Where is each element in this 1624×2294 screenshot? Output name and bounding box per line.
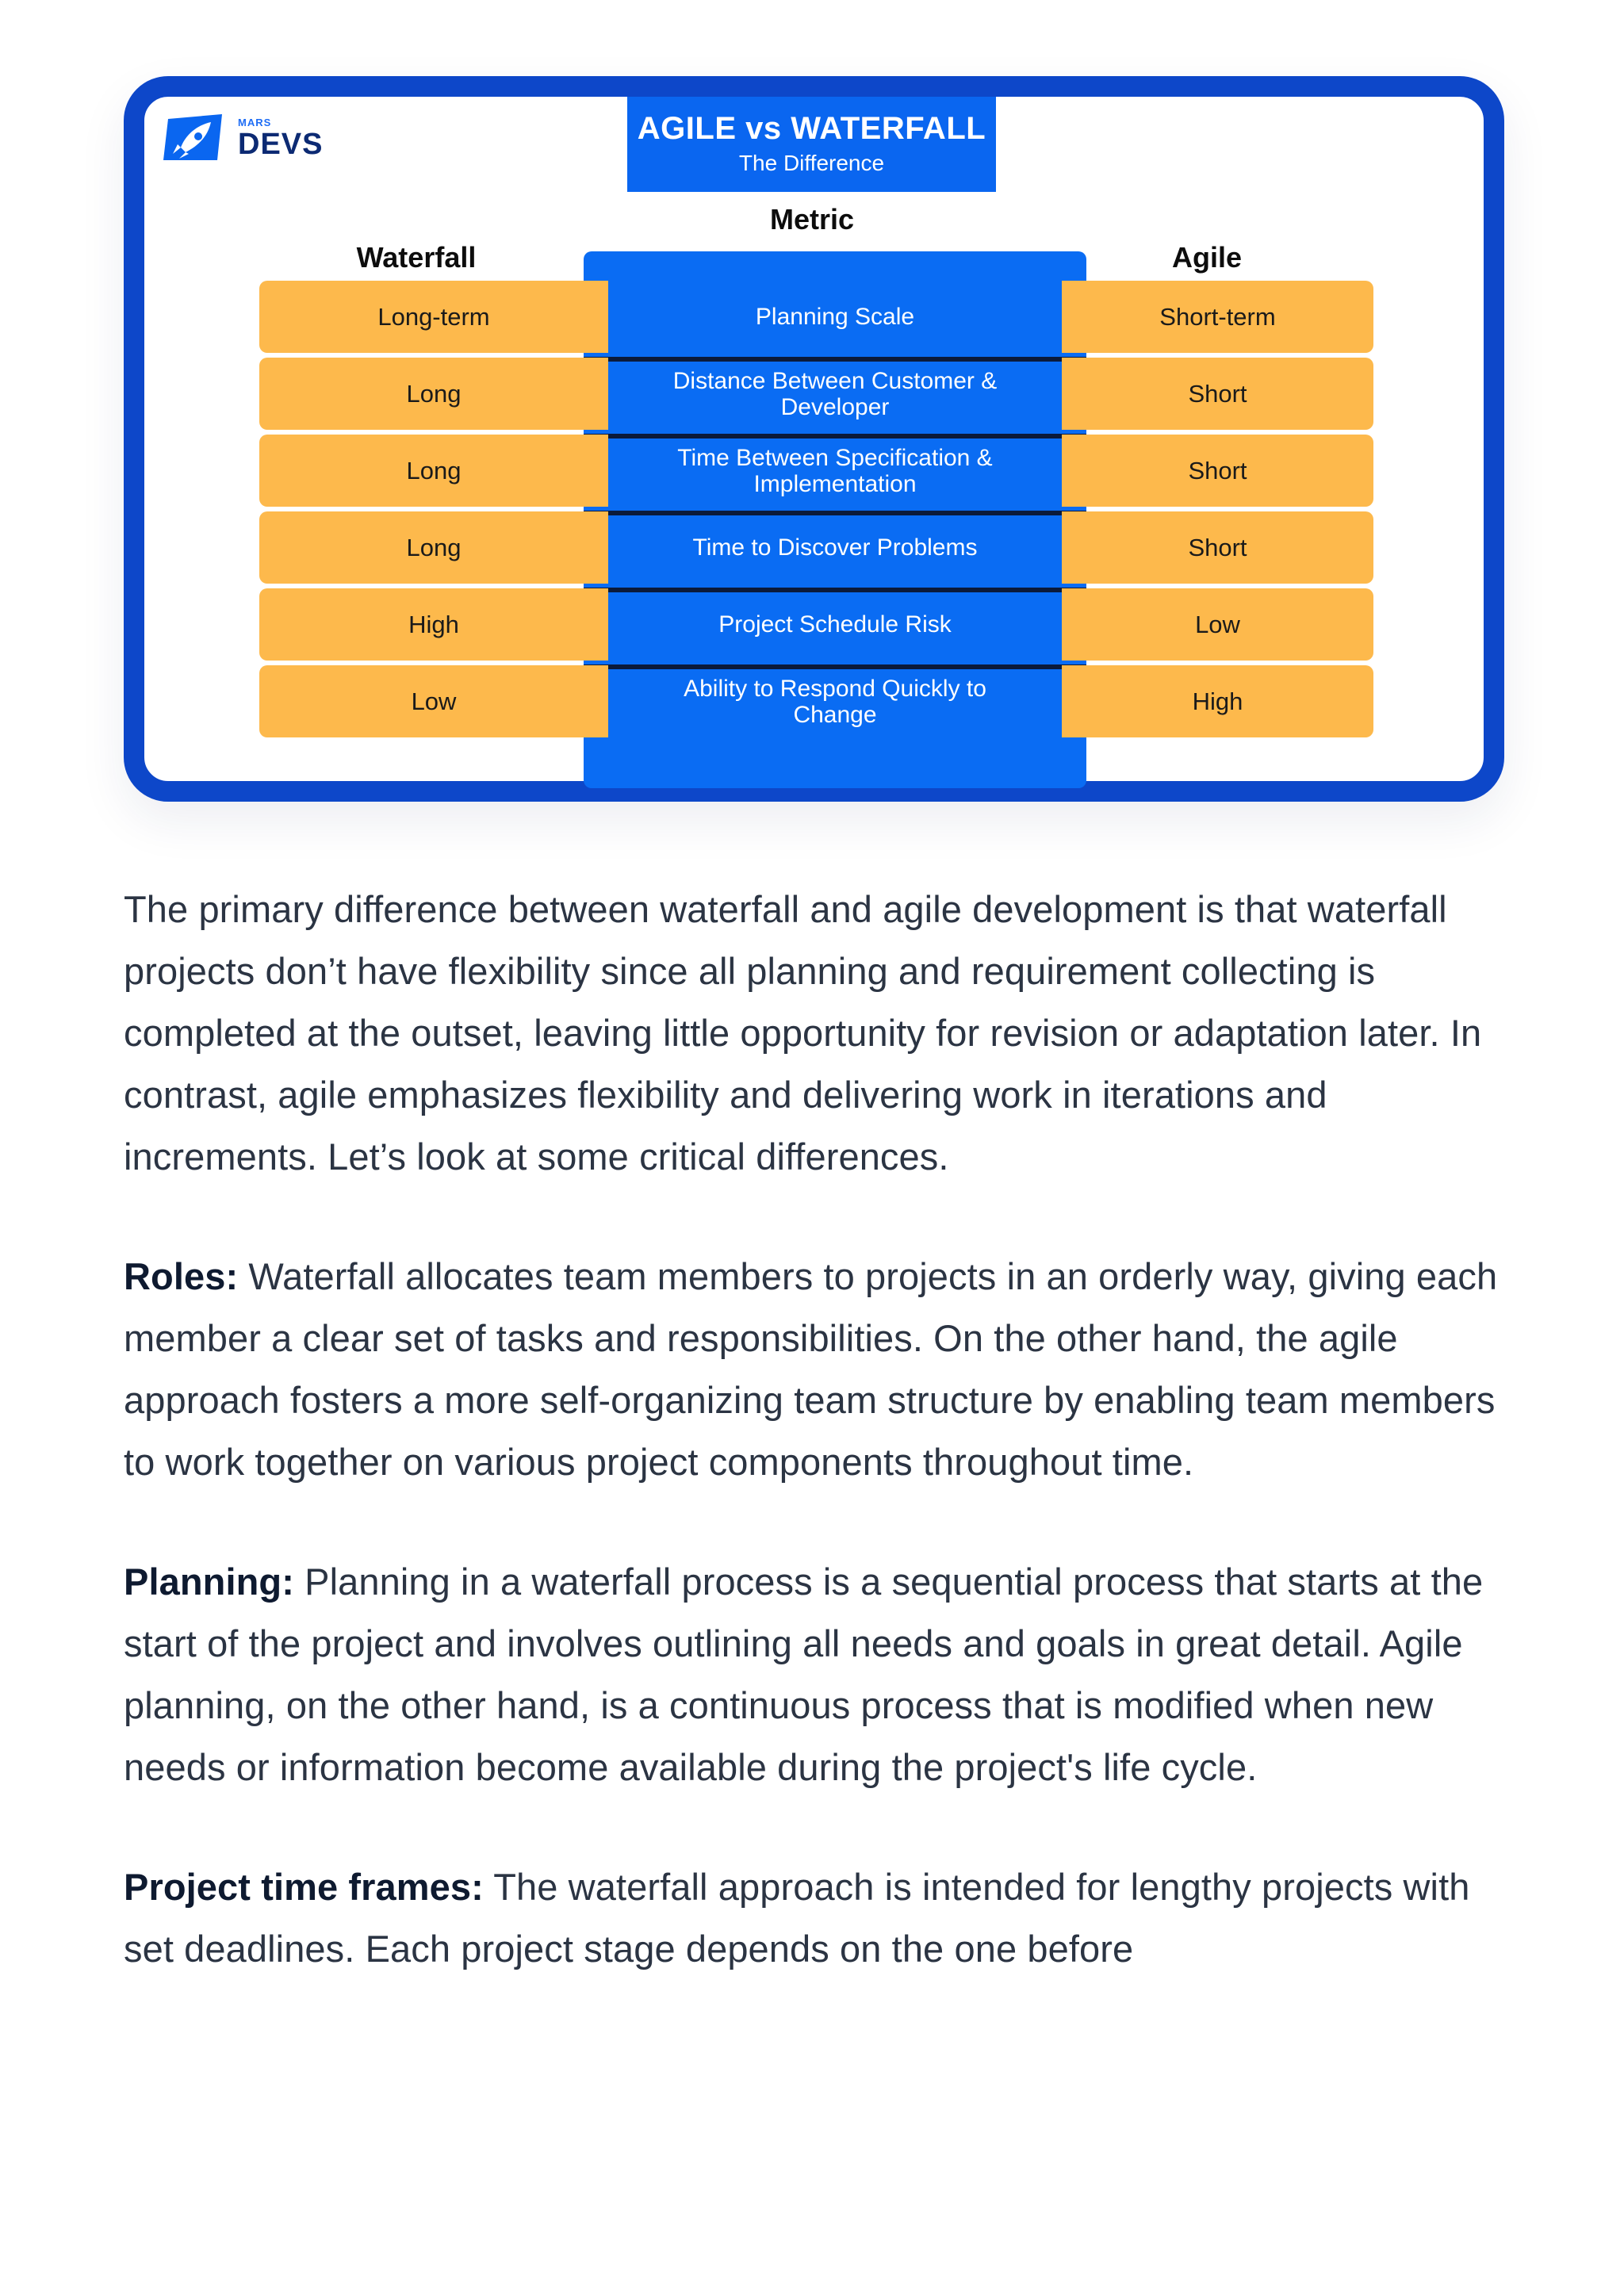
timeframes-label: Project time frames: bbox=[124, 1866, 484, 1908]
comparison-row bbox=[144, 665, 1484, 737]
comparison-row bbox=[144, 358, 1484, 430]
planning-paragraph bbox=[124, 1551, 1519, 1798]
header-agile: Agile bbox=[1171, 241, 1242, 274]
timeframes-text: The waterfall approach is intended for lengthy projects with set deadlines. Each project stage depends on the one before bbox=[124, 1866, 1470, 1970]
logo-text bbox=[238, 117, 323, 159]
metric-cell: Project Schedule Risk bbox=[718, 611, 952, 638]
agile-cell: Short-term bbox=[1062, 281, 1373, 353]
header-waterfall: Waterfall bbox=[356, 241, 477, 274]
waterfall-cell: High bbox=[259, 588, 608, 661]
metric-cell: Distance Between Customer & Developer bbox=[672, 367, 998, 420]
comparison-row bbox=[144, 281, 1484, 353]
infographic-subtitle: The Difference bbox=[738, 151, 885, 175]
agile-vs-waterfall-infographic bbox=[124, 76, 1504, 802]
logo-big-text: DEVS bbox=[238, 127, 324, 161]
metric-cell: Time to Discover Problems bbox=[692, 534, 978, 561]
timeframes-paragraph bbox=[124, 1856, 1519, 1980]
agile-cell: Short bbox=[1062, 358, 1373, 430]
intro-paragraph: The primary difference between waterfall and agile development is that waterfall projects don’t have flexibility since all planning and requirement collecting is completed at the outset, leaving little opportunity for revision or adaptation later. In contrast, agile emphasizes flexibility and delivering work in iterations and increments. Let’s look at some critical differences. bbox=[124, 888, 1482, 1178]
agile-cell: Low bbox=[1062, 588, 1373, 661]
article-body bbox=[124, 879, 1519, 2038]
rocket-icon bbox=[162, 113, 228, 163]
roles-paragraph bbox=[124, 1246, 1519, 1493]
infographic-title: AGILE vs WATERFALL bbox=[637, 111, 986, 146]
agile-cell: Short bbox=[1062, 511, 1373, 584]
roles-label: Roles: bbox=[124, 1255, 239, 1297]
planning-text: Planning in a waterfall process is a sequential process that starts at the start of the project and involves outlining all needs and goals in great detail. Agile planning, on the other hand, is a continuous process that is modified when new needs or information become available during the project's life cycle. bbox=[124, 1561, 1484, 1788]
metric-cell: Ability to Respond Quickly to Change bbox=[684, 675, 986, 728]
agile-cell: High bbox=[1062, 665, 1373, 737]
logo-small-text: MARS bbox=[238, 116, 272, 128]
comparison-row bbox=[144, 435, 1484, 507]
waterfall-cell: Long bbox=[259, 511, 608, 584]
waterfall-cell: Long bbox=[259, 435, 608, 507]
mars-devs-logo bbox=[162, 113, 323, 163]
waterfall-cell: Low bbox=[259, 665, 608, 737]
roles-text: Waterfall allocates team members to projects in an orderly way, giving each member a clear set of tasks and responsibilities. On the other hand, the agile approach fosters a more self-organizing team structure by enabling team members to work together on various project components throughout time. bbox=[124, 1255, 1498, 1483]
comparison-row bbox=[144, 588, 1484, 661]
agile-cell: Short bbox=[1062, 435, 1373, 507]
metric-cell: Planning Scale bbox=[755, 304, 915, 330]
metric-cell: Time Between Specification & Implementation bbox=[677, 444, 993, 497]
header-metric: Metric bbox=[769, 203, 855, 236]
waterfall-cell: Long bbox=[259, 358, 608, 430]
title-box bbox=[627, 97, 996, 192]
waterfall-cell: Long-term bbox=[259, 281, 608, 353]
comparison-row bbox=[144, 511, 1484, 584]
infographic-inner bbox=[144, 97, 1484, 781]
planning-label: Planning: bbox=[124, 1561, 294, 1603]
